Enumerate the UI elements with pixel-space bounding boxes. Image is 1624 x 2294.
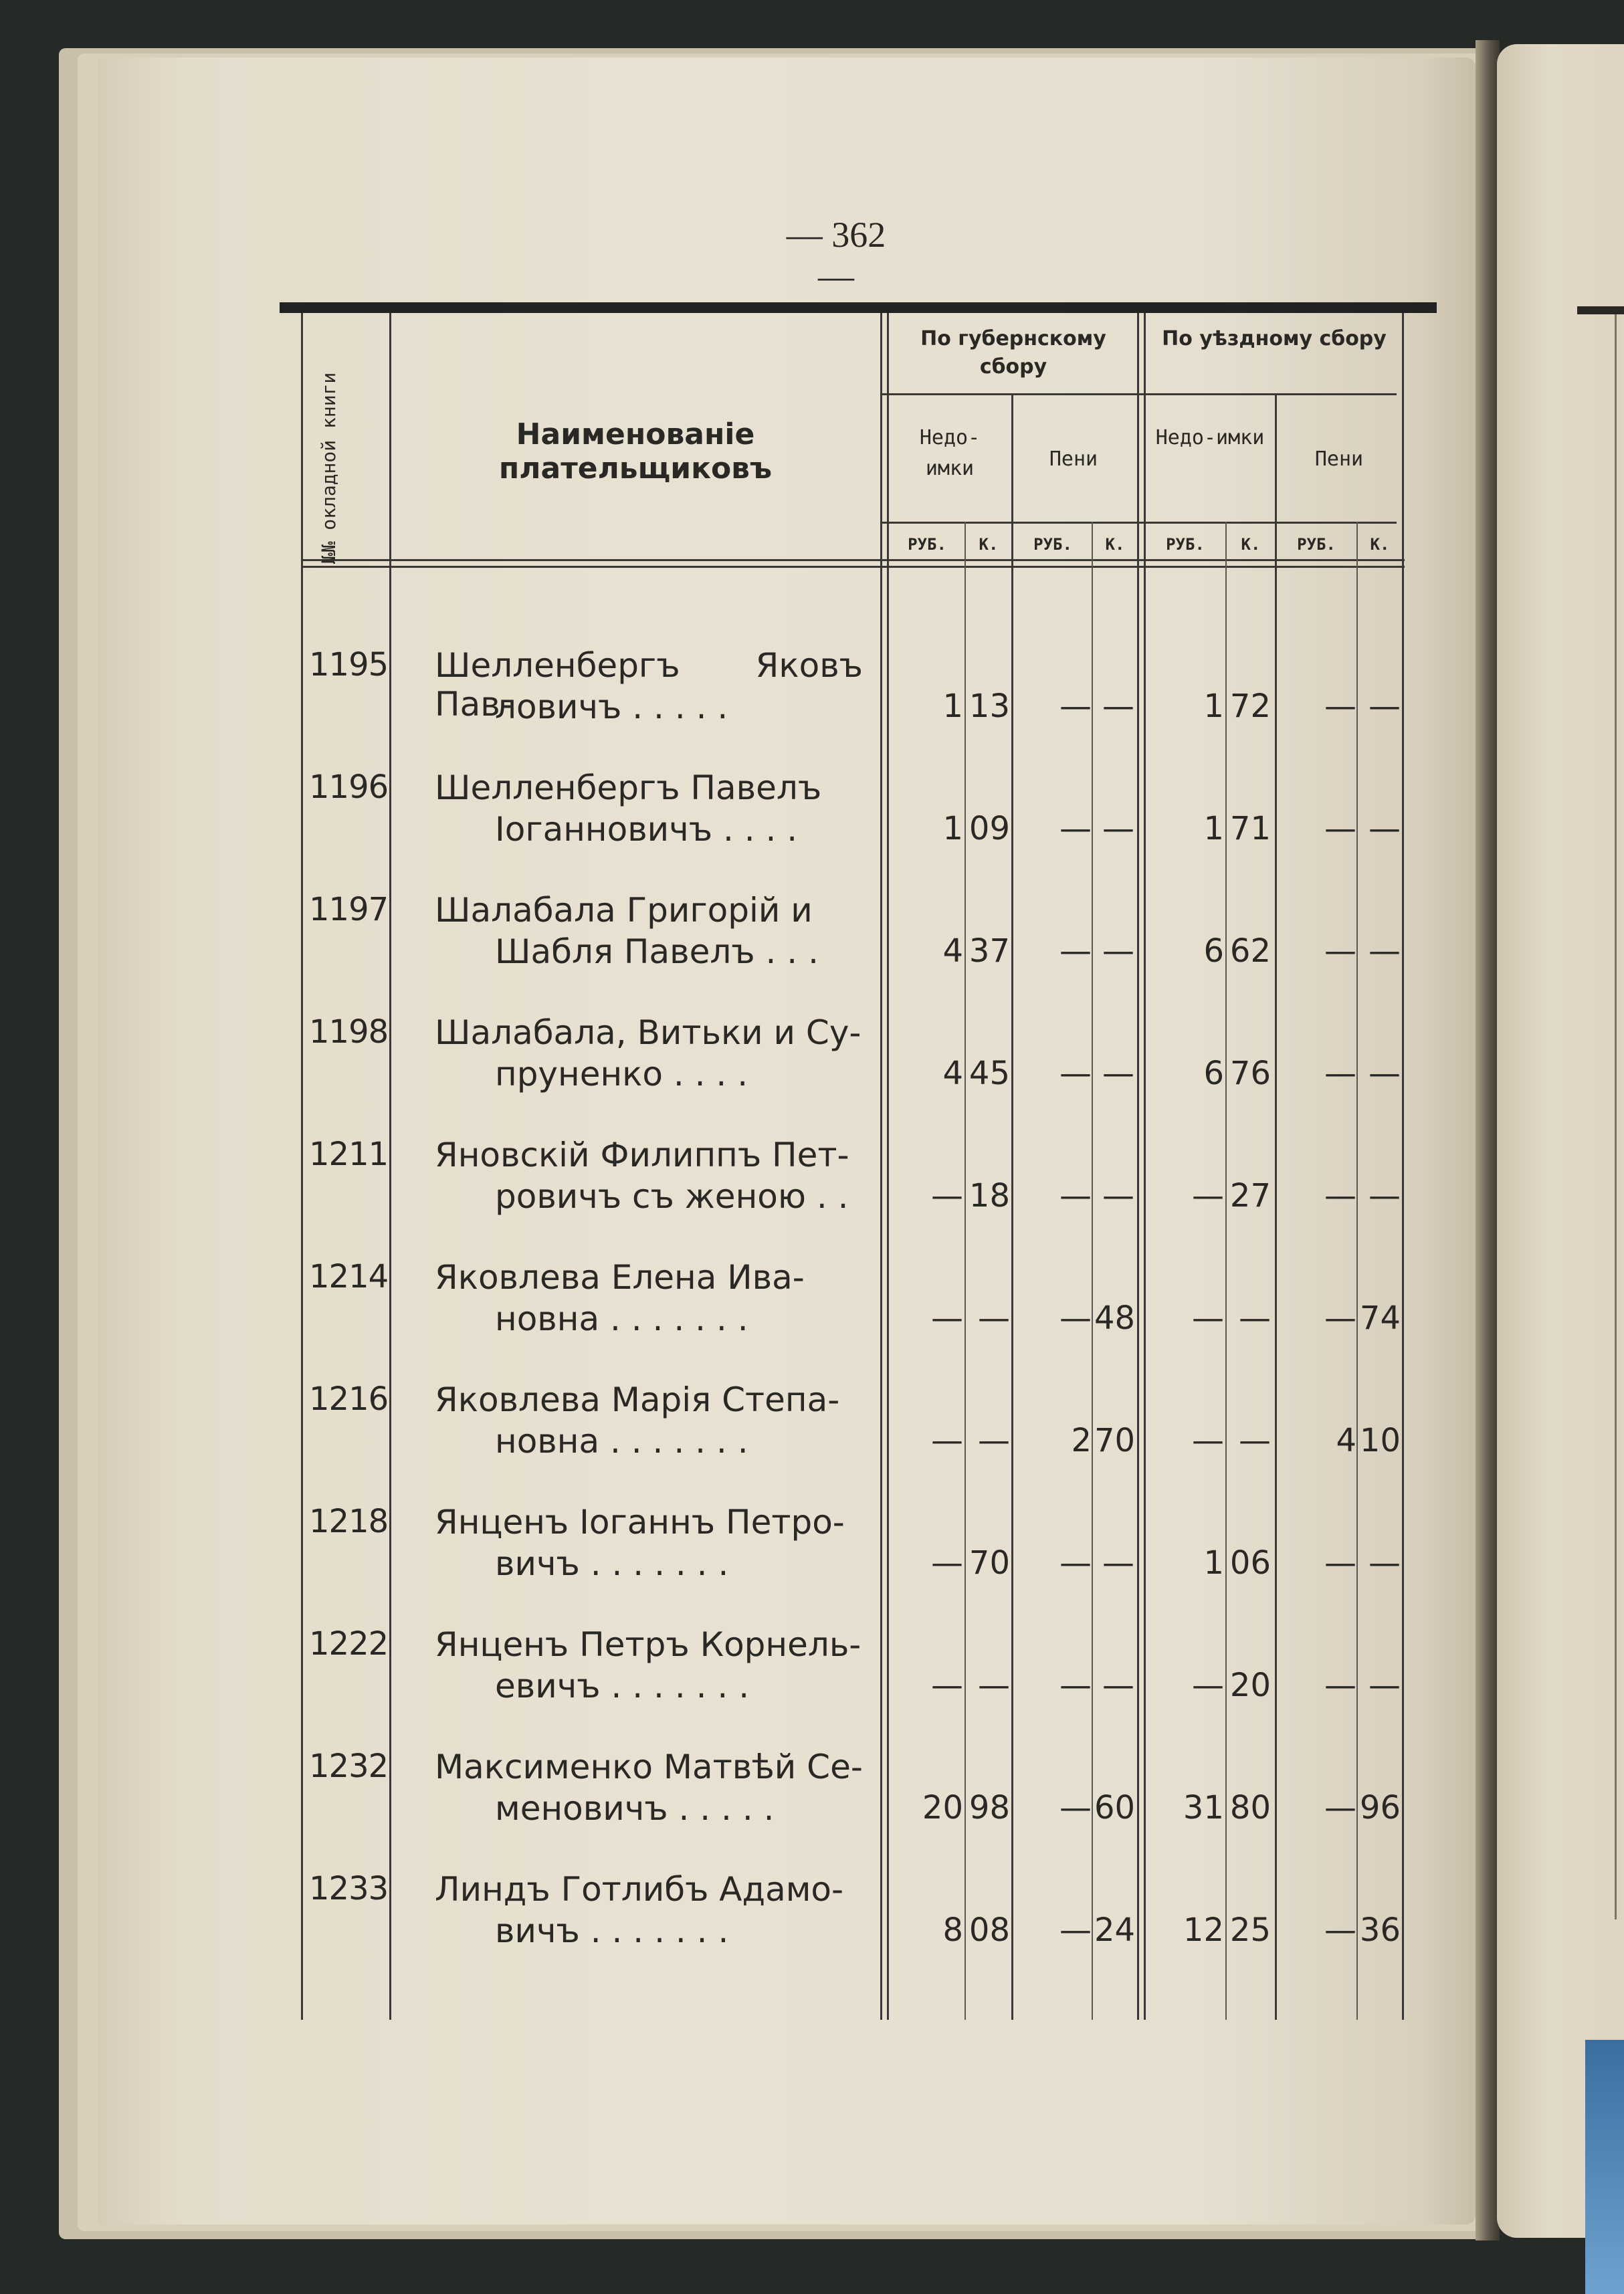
table-row bbox=[0, 1503, 1624, 1623]
row-book-number: 1196 bbox=[309, 768, 389, 806]
provincial-arrears-rub: — bbox=[931, 1544, 963, 1582]
district-penalties-rub: — bbox=[1324, 1667, 1356, 1704]
row-payer-name-line2: вичъ . . . . . . . bbox=[495, 1544, 729, 1583]
provincial-penalties-kop: 48 bbox=[1094, 1299, 1136, 1337]
header-rub-2: РУБ. bbox=[1033, 535, 1072, 554]
page-number: — 362 — bbox=[786, 215, 886, 296]
background-blue-edge bbox=[1585, 2040, 1624, 2294]
row-payer-name-line1: Шалабала Григорій и bbox=[435, 891, 813, 930]
table-top-rule bbox=[280, 302, 1437, 313]
district-penalties-kop: — bbox=[1368, 688, 1401, 725]
district-penalties-rub: 4 bbox=[1336, 1422, 1356, 1459]
provincial-penalties-kop: — bbox=[1102, 1544, 1134, 1582]
header-line-group bbox=[882, 393, 1397, 395]
district-arrears-rub: — bbox=[1192, 1422, 1224, 1459]
district-arrears-kop: 76 bbox=[1229, 1055, 1271, 1092]
district-arrears-rub: 6 bbox=[1203, 1055, 1224, 1092]
header-kop-4: К. bbox=[1370, 535, 1390, 554]
row-payer-name-line2: вичъ . . . . . . . bbox=[495, 1911, 729, 1950]
district-arrears-kop: 27 bbox=[1229, 1177, 1271, 1215]
district-penalties-rub: — bbox=[1324, 1911, 1356, 1949]
district-penalties-kop: 74 bbox=[1359, 1299, 1401, 1337]
provincial-arrears-kop: — bbox=[978, 1422, 1010, 1459]
table-row bbox=[0, 1013, 1624, 1134]
row-payer-name-line1: Яковлева Марія Степа- bbox=[435, 1380, 840, 1419]
header-kop-3: К. bbox=[1241, 535, 1261, 554]
provincial-penalties-kop: 60 bbox=[1094, 1789, 1136, 1827]
district-penalties-rub: — bbox=[1324, 1055, 1356, 1092]
district-penalties-kop: 96 bbox=[1359, 1789, 1401, 1827]
table-row bbox=[0, 1258, 1624, 1378]
provincial-penalties-kop: 70 bbox=[1094, 1422, 1136, 1459]
district-penalties-rub: — bbox=[1324, 1544, 1356, 1582]
row-book-number: 1222 bbox=[309, 1625, 389, 1663]
district-arrears-kop: 80 bbox=[1229, 1789, 1271, 1827]
row-payer-name-line2: ровичъ съ женою . . bbox=[495, 1177, 849, 1216]
row-payer-name-line2: новна . . . . . . . bbox=[495, 1422, 748, 1461]
provincial-arrears-kop: — bbox=[978, 1299, 1010, 1337]
header-kop-1: К. bbox=[979, 535, 999, 554]
row-payer-name-line2: пруненко . . . . bbox=[495, 1055, 748, 1093]
table-row bbox=[0, 646, 1624, 766]
district-penalties-kop: 10 bbox=[1359, 1422, 1401, 1459]
row-payer-name-line2: евичъ . . . . . . . bbox=[495, 1667, 750, 1705]
provincial-arrears-rub: 4 bbox=[942, 932, 963, 970]
provincial-arrears-kop: 08 bbox=[969, 1911, 1010, 1949]
table-row bbox=[0, 1625, 1624, 1746]
header-district: По уѣздному сбору bbox=[1162, 327, 1387, 350]
row-book-number: 1211 bbox=[309, 1136, 389, 1173]
row-payer-name-line1: Яновскій Филиппъ Пет- bbox=[435, 1136, 849, 1174]
table-row bbox=[0, 1748, 1624, 1868]
provincial-penalties-rub: — bbox=[1059, 1789, 1092, 1827]
provincial-arrears-kop: 98 bbox=[969, 1789, 1010, 1827]
district-penalties-kop: — bbox=[1368, 1055, 1401, 1092]
row-payer-name-line1: Шелленбергъ Яковъ Пав- bbox=[435, 646, 863, 724]
district-penalties-kop: — bbox=[1368, 810, 1401, 847]
district-arrears-kop: 62 bbox=[1229, 932, 1271, 970]
provincial-arrears-rub: 1 bbox=[942, 810, 963, 847]
row-payer-name-line1: Янценъ Петръ Корнель- bbox=[435, 1625, 861, 1664]
district-arrears-rub: — bbox=[1192, 1667, 1224, 1704]
provincial-penalties-rub: — bbox=[1059, 1177, 1092, 1215]
row-book-number: 1198 bbox=[309, 1013, 389, 1051]
provincial-arrears-kop: 70 bbox=[969, 1544, 1010, 1582]
row-payer-name-line1: Линдъ Готлибъ Адамо- bbox=[435, 1870, 844, 1909]
provincial-arrears-kop: 45 bbox=[969, 1055, 1010, 1092]
district-arrears-rub: 1 bbox=[1203, 810, 1224, 847]
provincial-arrears-rub: 8 bbox=[942, 1911, 963, 1949]
provincial-penalties-kop: — bbox=[1102, 1667, 1134, 1704]
provincial-penalties-kop: — bbox=[1102, 688, 1134, 725]
provincial-penalties-rub: — bbox=[1059, 1667, 1092, 1704]
header-penalties-1: Пени bbox=[1049, 447, 1098, 471]
row-payer-name-line1: Шалабала, Витьки и Су- bbox=[435, 1013, 861, 1052]
row-payer-name-line2: меновичъ . . . . . bbox=[495, 1789, 775, 1828]
district-arrears-kop: 71 bbox=[1229, 810, 1271, 847]
district-penalties-kop: — bbox=[1368, 932, 1401, 970]
header-line-units bbox=[882, 522, 1397, 524]
table-row bbox=[0, 1870, 1624, 1990]
district-arrears-rub: 1 bbox=[1203, 688, 1224, 725]
header-rub-3: РУБ. bbox=[1166, 535, 1205, 554]
provincial-penalties-kop: — bbox=[1102, 932, 1134, 970]
row-payer-name-line1: Янценъ Іоганнъ Петро- bbox=[435, 1503, 845, 1542]
header-provincial: По губернскому сбору bbox=[920, 327, 1106, 379]
district-penalties-kop: — bbox=[1368, 1177, 1401, 1215]
district-arrears-rub: 6 bbox=[1203, 932, 1224, 970]
district-arrears-kop: 20 bbox=[1229, 1667, 1271, 1704]
district-penalties-kop: — bbox=[1368, 1544, 1401, 1582]
row-book-number: 1214 bbox=[309, 1258, 389, 1295]
district-arrears-kop: 06 bbox=[1229, 1544, 1271, 1582]
district-arrears-rub: 1 bbox=[1203, 1544, 1224, 1582]
district-penalties-rub: — bbox=[1324, 1177, 1356, 1215]
provincial-penalties-kop: — bbox=[1102, 1055, 1134, 1092]
provincial-penalties-rub: — bbox=[1059, 1055, 1092, 1092]
provincial-penalties-kop: — bbox=[1102, 810, 1134, 847]
provincial-arrears-kop: 09 bbox=[969, 810, 1010, 847]
row-payer-name-line2: Іоганновичъ . . . . bbox=[495, 810, 798, 849]
row-book-number: 1195 bbox=[309, 646, 389, 684]
row-book-number: 1197 bbox=[309, 891, 389, 928]
district-arrears-kop: — bbox=[1239, 1422, 1271, 1459]
table-row bbox=[0, 1136, 1624, 1256]
header-rub-1: РУБ. bbox=[908, 535, 946, 554]
header-penalties-2: Пени bbox=[1314, 447, 1364, 471]
row-book-number: 1218 bbox=[309, 1503, 389, 1540]
provincial-penalties-rub: — bbox=[1059, 1299, 1092, 1337]
provincial-arrears-rub: — bbox=[931, 1177, 963, 1215]
table-row bbox=[0, 1380, 1624, 1501]
row-payer-name-line1: Максименко Матвѣй Се- bbox=[435, 1748, 863, 1786]
district-penalties-rub: — bbox=[1324, 810, 1356, 847]
district-arrears-rub: 31 bbox=[1183, 1789, 1224, 1827]
row-book-number: 1233 bbox=[309, 1870, 389, 1907]
district-penalties-rub: — bbox=[1324, 1299, 1356, 1337]
row-payer-name-line2: новна . . . . . . . bbox=[495, 1299, 748, 1338]
next-page-rule bbox=[1577, 306, 1624, 314]
district-penalties-rub: — bbox=[1324, 932, 1356, 970]
provincial-arrears-rub: — bbox=[931, 1422, 963, 1459]
district-penalties-rub: — bbox=[1324, 1789, 1356, 1827]
header-rub-4: РУБ. bbox=[1297, 535, 1336, 554]
district-arrears-rub: — bbox=[1192, 1177, 1224, 1215]
district-penalties-kop: 36 bbox=[1359, 1911, 1401, 1949]
provincial-arrears-rub: — bbox=[931, 1299, 963, 1337]
table-row bbox=[0, 891, 1624, 1011]
district-penalties-rub: — bbox=[1324, 688, 1356, 725]
provincial-penalties-rub: — bbox=[1059, 932, 1092, 970]
header-payer-name: Наименованіе плательщиковъ bbox=[498, 417, 773, 486]
provincial-arrears-kop: 13 bbox=[969, 688, 1010, 725]
district-arrears-kop: — bbox=[1239, 1299, 1271, 1337]
provincial-penalties-kop: — bbox=[1102, 1177, 1134, 1215]
header-kop-2: К. bbox=[1105, 535, 1125, 554]
row-book-number: 1232 bbox=[309, 1748, 389, 1785]
header-bottom-line-2 bbox=[301, 566, 1405, 568]
row-payer-name-line2: Шабля Павелъ . . . bbox=[495, 932, 819, 971]
district-penalties-kop: — bbox=[1368, 1667, 1401, 1704]
provincial-penalties-rub: 2 bbox=[1071, 1422, 1092, 1459]
district-arrears-kop: 25 bbox=[1229, 1911, 1271, 1949]
provincial-arrears-rub: 4 bbox=[942, 1055, 963, 1092]
provincial-arrears-rub: 1 bbox=[942, 688, 963, 725]
district-arrears-rub: — bbox=[1192, 1299, 1224, 1337]
district-arrears-kop: 72 bbox=[1229, 688, 1271, 725]
provincial-penalties-rub: — bbox=[1059, 810, 1092, 847]
row-payer-name-line2: ловичъ . . . . . bbox=[495, 688, 728, 726]
table-row bbox=[0, 768, 1624, 889]
district-arrears-rub: 12 bbox=[1183, 1911, 1224, 1949]
provincial-penalties-kop: 24 bbox=[1094, 1911, 1136, 1949]
row-book-number: 1216 bbox=[309, 1380, 389, 1418]
provincial-arrears-rub: 20 bbox=[922, 1789, 963, 1827]
provincial-arrears-kop: 37 bbox=[969, 932, 1010, 970]
provincial-arrears-kop: — bbox=[978, 1667, 1010, 1704]
provincial-arrears-kop: 18 bbox=[969, 1177, 1010, 1215]
row-payer-name-line1: Шелленбергъ Павелъ bbox=[435, 768, 822, 807]
header-arrears-2: Недо-имки bbox=[1155, 426, 1265, 449]
provincial-penalties-rub: — bbox=[1059, 688, 1092, 725]
header-bottom-line bbox=[301, 559, 1405, 561]
header-book-number: №№ окладной книги bbox=[318, 372, 340, 564]
provincial-penalties-rub: — bbox=[1059, 1544, 1092, 1582]
header-arrears-1: Недо-имки bbox=[919, 426, 981, 480]
provincial-penalties-rub: — bbox=[1059, 1911, 1092, 1949]
row-payer-name-line1: Яковлева Елена Ива- bbox=[435, 1258, 805, 1297]
provincial-arrears-rub: — bbox=[931, 1667, 963, 1704]
